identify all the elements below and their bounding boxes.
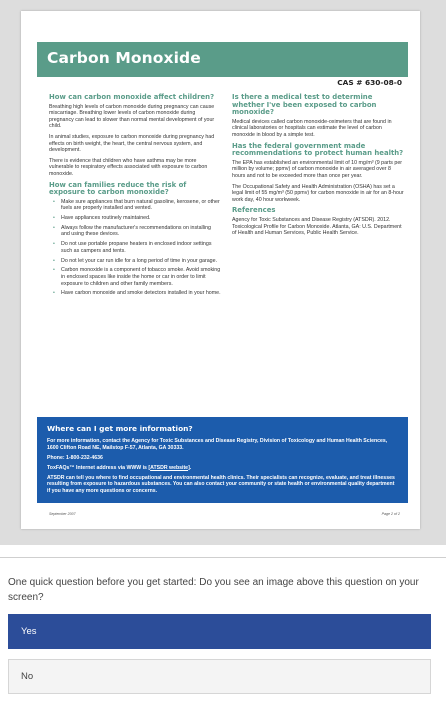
yes-answer-button[interactable] xyxy=(8,614,431,649)
list-item: • Have appliances routinely maintained. xyxy=(61,215,221,222)
footer-page-number: Page 2 of 2 xyxy=(381,512,400,516)
paragraph: Breathing high levels of carbon monoxide during pregnancy can cause miscarriage. Breathing lower levels of carbon monoxide during pregnancy can lead to slower than normal mental development of your child. xyxy=(49,103,215,130)
info-heading: Where can I get more information? xyxy=(47,424,193,433)
survey-question: One quick question before you get started: Do you see an image above this question on your screen? xyxy=(8,577,419,603)
document-title: Carbon Monoxide xyxy=(47,49,201,67)
right-column xyxy=(232,94,404,241)
list-item: • Do not use portable propane heaters in enclosed indoor settings such as campers and tents. xyxy=(61,241,221,254)
info-phone: Phone: 1-800-232-4636 xyxy=(47,454,103,461)
atsdr-website-link[interactable]: ATSDR website xyxy=(150,464,189,471)
info-clinics: ATSDR can tell you where to find occupational and environmental health clinics. Their specialists can recognize, evaluate, and treat illnesses resulting from exposure to hazardous substances. You can also contact your community or state health or environmental quality department if you have any more questions or concerns. xyxy=(47,474,395,494)
paragraph: Agency for Toxic Substances and Disease Registry (ATSDR). 2012. Toxicological Profile for Carbon Monoxide. Atlanta, GA: U.S. Department of Health and Human Services, Public Health Service. xyxy=(232,216,402,237)
heading-children: How can carbon monoxide affect children? xyxy=(49,93,215,101)
divider xyxy=(0,557,446,558)
list-item: • Carbon monoxide is a component of tobacco smoke. Avoid smoking in enclosed spaces like inside the home or car in order to limit exposure to children and other family members. xyxy=(61,267,221,287)
list-item: • Always follow the manufacturer's recommendations on installing and using these devices. xyxy=(61,225,221,238)
paragraph: In animal studies, exposure to carbon monoxide during pregnancy had effects on birth weight, the heart, the central nervous system, and development. xyxy=(49,133,215,154)
more-information-box xyxy=(37,417,408,503)
heading-medical-test: Is there a medical test to determine whether I've been exposed to carbon monoxide? xyxy=(232,93,377,117)
cas-number: CAS # 630-08-0 xyxy=(337,78,402,87)
list-item: • Have carbon monoxide and smoke detectors installed in your home. xyxy=(61,290,221,297)
yes-label: Yes xyxy=(21,626,37,637)
paragraph: The EPA has established an environmental limit of 10 mg/m³ (9 parts per million by volume; ppmv) of carbon monoxide in air averaged over 8 hours and not to be exceeded more than once per year. xyxy=(232,159,403,179)
list-item: • Do not let your car run idle for a long period of time in your garage. xyxy=(61,258,221,265)
heading-reduce-risk: How can families reduce the risk of exposure to carbon monoxide? xyxy=(49,180,187,197)
no-label: No xyxy=(21,671,34,682)
paragraph: The Occupational Safety and Health Administration (OSHA) has set a legal limit of 55 mg/m³ (50 ppmv) for carbon monoxide in air for an 8-hour work day, 40 hour workweek. xyxy=(232,183,404,203)
no-answer-button[interactable] xyxy=(8,659,431,694)
left-column xyxy=(49,94,221,301)
info-contact: For more information, contact the Agency for Toxic Substances and Disease Registry, Division of Toxicology and Human Health Sciences, 1600 Clifton Road NE, Mailstop F-57, Atlanta, GA 30333. xyxy=(47,438,388,451)
heading-references: References xyxy=(232,206,276,215)
footer-date: September 2007 xyxy=(49,512,76,516)
risk-list xyxy=(49,199,221,297)
pdf-page xyxy=(21,11,420,529)
paragraph: Medical devices called carbon monoxide-oximeters that are found in clinical laboratories or hospitals can estimate the level of carbon monoxide in blood by a simple test. xyxy=(232,118,392,138)
info-website: ToxFAQs™ Internet address via WWW is [ATSDR website]. xyxy=(47,464,192,471)
paragraph: There is evidence that children who have asthma may be more vulnerable to respiratory effects associated with exposure to carbon monoxide. xyxy=(49,157,208,177)
heading-recommendations: Has the federal government made recommendations to protect human health? xyxy=(232,141,404,158)
list-item: • Make sure appliances that burn natural gasoline, kerosene, or other fuels are properly installed and vented. xyxy=(61,199,221,212)
document-title-bar xyxy=(37,42,408,77)
